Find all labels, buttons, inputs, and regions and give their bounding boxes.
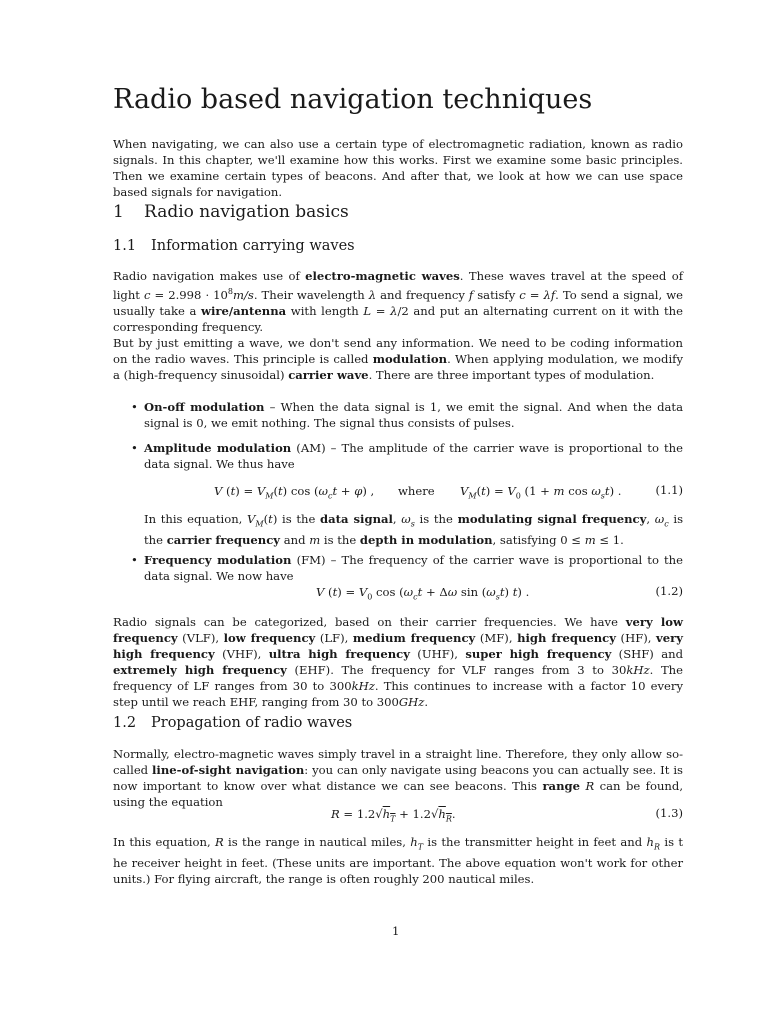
- bullet-icon: •: [131, 400, 138, 414]
- fm-label: Frequency modulation: [144, 553, 292, 567]
- list-item-am: [131, 440, 683, 472]
- list-item-fm: [131, 552, 683, 584]
- paragraph-em-waves: Radio navigation makes use of electro-magnetic waves. These waves travel at the speed of light $c = 2.998 \cdot 10^8m/s$. Their wavelength λ and frequency f satisfy c = λf. To send a signal, we usually take a wire/antenna with length L = λ/2 and put an alternating current on it with the corresponding frequency.: [113, 269, 684, 334]
- equation-number: (1.2): [655, 584, 683, 598]
- paragraph-line-of-sight: Normally, electro-magnetic waves simply travel in a straight line. Therefore, they only allow so-called line-of-sight navigation: you can only navigate using beacons you can actually see. It is now important to know over what distance we can see beacons. This range R can be found, using the equation: [113, 747, 683, 809]
- bullet-icon: •: [131, 553, 138, 567]
- section-heading: [113, 202, 349, 222]
- am-abbr: (AM): [296, 441, 326, 455]
- section-number: 1: [113, 202, 124, 222]
- paragraph-am-explanation: In this equation, $V_M(t)$ is the data signal, $\omega_s$ is the modulating signal frequency, $\omega_c$ is the carrier frequency and m is the depth in modulation, satisfying 0 ≤ m ≤ 1.: [144, 512, 684, 548]
- equation-1-1-left: V $(t) = V_M(t)$ $\cos (\omega_ct + \varphi)$ ,: [214, 484, 375, 501]
- subsection-heading: [113, 238, 355, 254]
- onoff-label: On-off modulation: [144, 400, 265, 414]
- equation-number: (1.1): [655, 483, 683, 497]
- subsection-number: 1.1: [113, 238, 137, 254]
- subsection-heading: [113, 715, 352, 731]
- am-label: Amplitude modulation: [144, 441, 292, 455]
- equation-number: (1.3): [655, 806, 683, 820]
- page-title: Radio based navigation techniques: [113, 84, 593, 115]
- onoff-text: – When the data signal is 1, we emit the signal. And when the data signal is 0, we emit nothing. The signal thus consists of pulses.: [144, 400, 683, 430]
- equation-1-1-right: $V_M(t) = V_0$ (1 + m $\cos \omega_st$) .: [460, 484, 622, 501]
- subsection-title: Propagation of radio waves: [151, 715, 353, 731]
- paragraph-frequency-bands: Radio signals can be categorized, based on their carrier frequencies. We have very low frequency (VLF), low frequency (LF), medium frequency (MF), high frequency (HF), very high frequency (VHF), ultra high frequency (UHF), super high frequency (SHF) and extremely high frequency (EHF). The frequency for VLF ranges from 3 to 30kHz. The frequency of LF ranges from 30 to 300kHz. This continues to increase with a factor 10 every step until we reach EHF, ranging from 30 to 300GHz.: [113, 615, 683, 709]
- fm-text: – The frequency of the carrier wave is proportional to the data signal. We now have: [144, 553, 684, 583]
- paragraph-modulation: But by just emitting a wave, we don't send any information. We need to be coding information on the radio waves. This principle is called modulation. When applying modulation, we modify a (high-frequency sinusoidal) carrier wave. There are three important types of modulation.: [113, 336, 683, 382]
- am-text: – The amplitude of the carrier wave is proportional to the data signal. We thus have: [144, 441, 683, 471]
- intro-paragraph: When navigating, we can also use a certain type of electromagnetic radiation, known as radio signals. In this chapter, we'll examine how this works. First we examine some basic principles. Then we examine certain types of beacons. And after that, we look at how we can use space based signals for navigation.: [113, 137, 683, 199]
- equation-1-2: V $(t) = V_0$ $\cos (\omega_ct + \Delta\omega$ $\sin (\omega_st)$ t) .: [316, 585, 530, 602]
- subsection-number: 1.2: [113, 715, 137, 731]
- page-number: 1: [392, 924, 400, 938]
- equation-1-1-where: where: [398, 484, 435, 498]
- fm-abbr: (FM): [296, 553, 326, 567]
- equation-1-3: $R = 1.2√h_T + 1.2√h_R$.: [331, 807, 456, 824]
- subsection-title: Information carrying waves: [151, 238, 355, 254]
- bullet-icon: •: [131, 441, 138, 455]
- list-item-onoff: [131, 399, 683, 431]
- paragraph-range-explanation: In this equation, R is the range in nautical miles, $h_T$ is the transmitter height in feet and $h_R$ is t he receiver height in feet. (These units are important. The above equation won't work for other units.) For flying aircraft, the range is often roughly 200 nautical miles.: [113, 835, 684, 887]
- section-title: Radio navigation basics: [144, 202, 349, 222]
